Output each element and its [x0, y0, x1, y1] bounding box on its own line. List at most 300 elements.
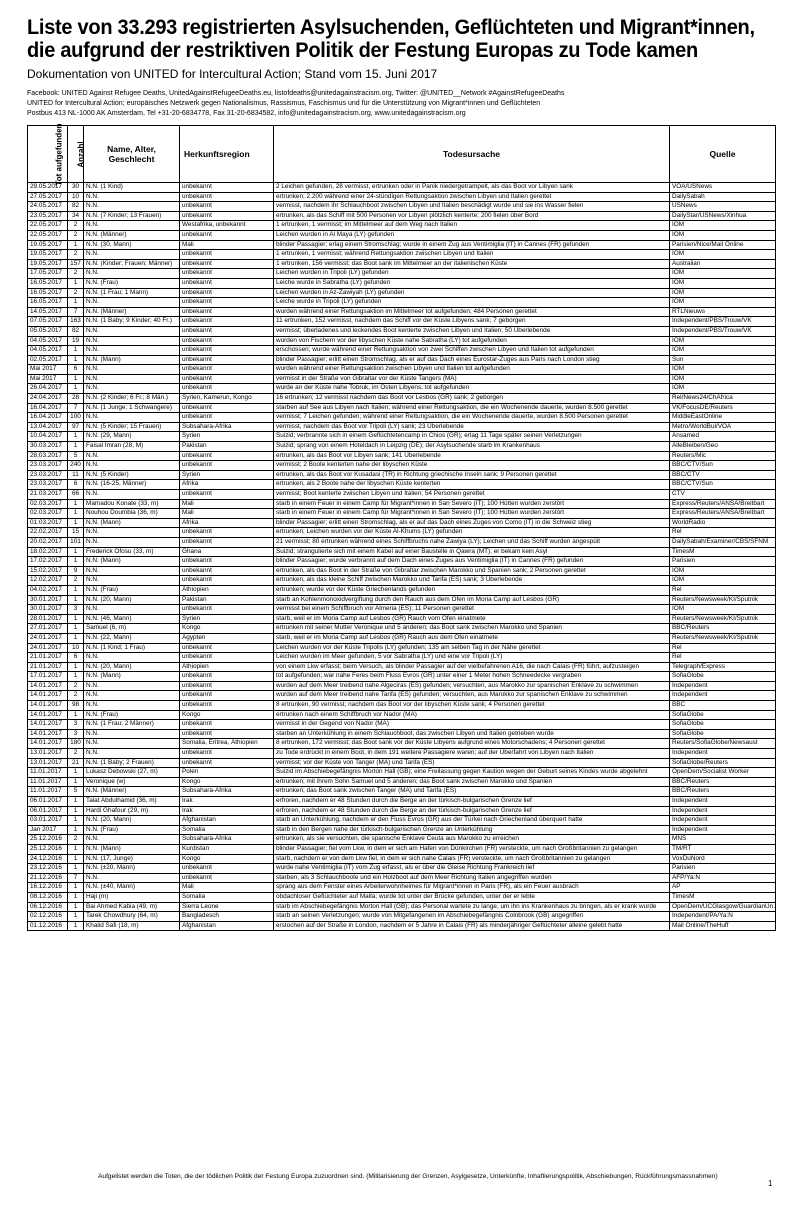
name-cell: N.N. (Männer) [84, 787, 180, 797]
cause-cell: starb an Kohlenmonoxidvergiftung durch den Rauch aus dem Ofen im Moria Camp auf Lesbos (GR) [274, 595, 670, 605]
table-row [28, 317, 776, 327]
source-cell: SofiaGlobe [670, 710, 776, 720]
count-cell: 1 [68, 902, 84, 912]
region-cell: unbekannt [180, 653, 274, 663]
source-cell: Independent/PBS/Trouw/VK [670, 326, 776, 336]
table-row [28, 384, 776, 394]
cause-cell: starb an Unterkühlung, nachdem er den Fluss Evros (GR) aus der Türkei nach Griechenland überquert hatte [274, 816, 670, 826]
source-cell: DailyStar/USNews/Xinhua [670, 211, 776, 221]
name-cell: N.N. (5 Kinder; 15 Frauen) [84, 422, 180, 432]
count-cell: 10 [68, 192, 84, 202]
date-cell: 14.01.2017 [28, 701, 68, 711]
date-cell: 27.01.2017 [28, 624, 68, 634]
source-cell: OpenDem/Socialist Worker [670, 768, 776, 778]
source-cell: DailySabah [670, 192, 776, 202]
count-cell: 1 [68, 864, 84, 874]
name-cell: Hardi Ghafour (29, m) [84, 806, 180, 816]
table-header-row [28, 126, 776, 183]
region-cell: unbekannt [180, 701, 274, 711]
count-cell: 30 [68, 183, 84, 193]
table-row [28, 605, 776, 615]
count-cell: 6 [68, 480, 84, 490]
cause-cell: Leichen wurden in Al Maya (LY) gefunden [274, 230, 670, 240]
source-cell: BBC/Reuters [670, 777, 776, 787]
table-row [28, 250, 776, 260]
region-cell: unbekannt [180, 537, 274, 547]
cause-cell: erstochen auf der Straße in London, nachdem er 5 Jahre in Calais (FR) als minderjähriger Geflüchteter alleine gelebt hatte [274, 921, 670, 931]
source-cell: IOM [670, 346, 776, 356]
source-cell: Parisien [670, 864, 776, 874]
count-cell: 3 [68, 605, 84, 615]
count-cell: 7 [68, 403, 84, 413]
region-cell: Afrika [180, 518, 274, 528]
region-cell: unbekannt [180, 288, 274, 298]
source-cell: VoxDuNord [670, 854, 776, 864]
table-row [28, 278, 776, 288]
count-cell: 3 [68, 720, 84, 730]
cause-cell: starb, weil er im Moria Camp auf Lesbos (GR) Rauch vom Ofen einatmete [274, 614, 670, 624]
name-cell: N.N. [84, 374, 180, 384]
name-cell: N.N. (20, Mann) [84, 662, 180, 672]
cause-cell: wurden während einer Rettungsaktion im Mittelmeer tot aufgefunden; 484 Personen gerettet [274, 307, 670, 317]
table-row [28, 710, 776, 720]
count-cell: 1 [68, 595, 84, 605]
region-cell: unbekannt [180, 202, 274, 212]
info-line-network: UNITED for Intercultural Action; europäisches Netzwerk gegen Nationalismus, Rassismus, Faschismus und für die Unterstützung von Migrant*innen und Geflüchteten [27, 100, 541, 107]
name-cell: N.N. (Frau) [84, 710, 180, 720]
cause-cell: vermisst, nachdem ihr Schlauchboot zwischen Libyen und Italien beschädigt wurde und sie ins Wasser fielen [274, 202, 670, 212]
cause-cell: vermisst in der Straße von Gibraltar vor der Küste Tangers (MA) [274, 374, 670, 384]
region-cell: Äthiopien [180, 662, 274, 672]
count-cell: 1 [68, 662, 84, 672]
source-cell: IOM [670, 250, 776, 260]
count-cell: 5 [68, 451, 84, 461]
date-cell: 01.12.2016 [28, 921, 68, 931]
count-cell: 2 [68, 288, 84, 298]
region-cell: Mali [180, 509, 274, 519]
source-cell: BBC/Reuters [670, 624, 776, 634]
source-cell: BBC/CTV [670, 470, 776, 480]
cause-cell: Suizid; strangulierte sich mit einem Kabel auf einer Baustelle in Qawra (MT); er bekam kein Asyl [274, 547, 670, 557]
table-row [28, 403, 776, 413]
name-cell: N.N. (Frau) [84, 825, 180, 835]
table-row [28, 691, 776, 701]
count-cell: 1 [68, 768, 84, 778]
name-cell: Veronique (w) [84, 777, 180, 787]
cause-cell: erfroren, nachdem er 48 Stunden durch die Berge an der türkisch-bulgarischen Grenze lief [274, 806, 670, 816]
table-row [28, 633, 776, 643]
table-row [28, 566, 776, 576]
count-cell: 1 [68, 921, 84, 931]
source-cell: IOM [670, 566, 776, 576]
table-row [28, 643, 776, 653]
cause-cell: blinder Passagier; fiel vom Lkw, in dem er sich am Hafen von Dünkirchen (FR) versteckte, um nach Großbritannien zu gelangen [274, 844, 670, 854]
source-cell: IOM [670, 374, 776, 384]
region-cell: Afghanistan [180, 816, 274, 826]
cause-cell: 1 ertrunken, 1 vermisst; im Mittelmeer auf dem Weg nach Italien [274, 221, 670, 231]
date-cell: 16.05.2017 [28, 298, 68, 308]
name-cell: N.N. [84, 566, 180, 576]
count-cell: 6 [68, 653, 84, 663]
table-row [28, 777, 776, 787]
name-cell: N.N. [84, 451, 180, 461]
date-cell: 05.05.2017 [28, 326, 68, 336]
table-row [28, 902, 776, 912]
count-cell: 10 [68, 643, 84, 653]
name-cell: N.N. [84, 365, 180, 375]
table-row [28, 557, 776, 567]
date-cell: 01.03.2017 [28, 518, 68, 528]
count-cell: 2 [68, 835, 84, 845]
cause-cell: tot aufgefunden; war nahe Feres beim Fluss Evros (GR) unter einer 1 Meter hohen Schneedecke vergraben [274, 672, 670, 682]
count-cell: 1 [68, 797, 84, 807]
table-row [28, 576, 776, 586]
name-cell: N.N. [84, 326, 180, 336]
cause-cell: Suizid; verbrannte sich in einem Geflüchtetencamp in Chios (GR); erlag 11 Tage später seinen Verletzungen [274, 432, 670, 442]
name-cell: N.N. [84, 681, 180, 691]
source-cell: IOM [670, 384, 776, 394]
page-number: 1 [768, 1179, 773, 1188]
region-cell: unbekannt [180, 365, 274, 375]
name-cell: N.N. (Mann) [84, 518, 180, 528]
date-cell: 14.01.2017 [28, 710, 68, 720]
cause-cell: vermisst in der Gegend von Nador (MA) [274, 720, 670, 730]
date-cell: 30.01.2017 [28, 595, 68, 605]
region-cell: Somalia [180, 825, 274, 835]
region-cell: Mali [180, 240, 274, 250]
table-row [28, 787, 776, 797]
source-cell: CTV [670, 490, 776, 500]
date-cell: 26.04.2017 [28, 384, 68, 394]
cause-cell: starb im Abschiebegefängnis Morton Hall (GB); das Personal wartete zu lange, um ihn ins Krankenhaus zu bringen, als er krank wurde [274, 902, 670, 912]
date-cell: 21.01.2017 [28, 653, 68, 663]
cause-cell: zu Tode erdrückt in einem Boot, in dem 191 weitere Passagiere waren; auf der Überfahrt von Libyen nach Italien [274, 749, 670, 759]
source-cell: IOM [670, 336, 776, 346]
source-cell: Parisien/Nice/Mail Online [670, 240, 776, 250]
source-cell: Mail Online/TheHuff [670, 921, 776, 931]
date-cell: 24.04.2017 [28, 394, 68, 404]
footer-note: Aufgelistet werden die Toten, die der tödlichen Politik der Festung Europa zuzuordnen sind. (Militarisierung der Grenzen, Asylgesetze, Unterkünfte, Inhaftierungspolitik, Abschiebungen, Rückführungsmassnahmen) [98, 1173, 718, 1180]
table-row [28, 844, 776, 854]
source-cell: USNews [670, 202, 776, 212]
cause-cell: ertrunken, als das Schiff mit 500 Personen vor Libyen plötzlich kenterte; 200 fielen über Bord [274, 211, 670, 221]
count-cell: 5 [68, 787, 84, 797]
source-cell: VK/FocusDE/Reuters [670, 403, 776, 413]
region-cell: unbekannt [180, 758, 274, 768]
source-cell: Independent [670, 806, 776, 816]
cause-cell: 21 vermisst; 80 ertrunken während eines Schiffbruchs nahe Zawiya (LY); Leichen und das Schiff wurden angespült [274, 537, 670, 547]
source-cell: IOM [670, 221, 776, 231]
table-row [28, 806, 776, 816]
table-row [28, 259, 776, 269]
count-cell: 1 [68, 844, 84, 854]
name-cell: N.N. (17, Junge) [84, 854, 180, 864]
source-cell: TM/RT [670, 844, 776, 854]
source-cell: Independent [670, 816, 776, 826]
count-cell: 6 [68, 365, 84, 375]
date-cell: 28.01.2017 [28, 614, 68, 624]
table-row [28, 595, 776, 605]
count-cell: 19 [68, 336, 84, 346]
cause-cell: vermisst; Boot kenterte zwischen Libyen und Italien; 54 Personen gerettet [274, 490, 670, 500]
count-cell: 21 [68, 758, 84, 768]
region-cell: Kongo [180, 777, 274, 787]
table-row [28, 413, 776, 423]
date-cell: 22.05.2017 [28, 221, 68, 231]
count-cell: 82 [68, 202, 84, 212]
table-row [28, 307, 776, 317]
table-row [28, 230, 776, 240]
name-cell: N.N. (1 Junge; 1 Schwangere) [84, 403, 180, 413]
table-row [28, 653, 776, 663]
source-cell: TimesM [670, 892, 776, 902]
name-cell: N.N. (Kinder; Frauen; Männer) [84, 259, 180, 269]
source-cell: Independent [670, 691, 776, 701]
source-cell: AP [670, 883, 776, 893]
name-cell: N.N. [84, 461, 180, 471]
date-cell: 20.02.2017 [28, 537, 68, 547]
date-cell: 06.01.2017 [28, 797, 68, 807]
source-cell: Independent [670, 797, 776, 807]
table-row [28, 739, 776, 749]
count-cell: 7 [68, 873, 84, 883]
count-cell: 1 [68, 442, 84, 452]
source-cell: Independent [670, 825, 776, 835]
cause-cell: ertrunken; Leichen wurden vor der Küste Al-Khums (LY) gefunden [274, 528, 670, 538]
name-cell: N.N. [84, 691, 180, 701]
title-line-2: die aufgrund der restriktiven Politik der Festung Europas zu Tode kamen [27, 38, 698, 62]
name-cell: N.N. (16-25, Männer) [84, 480, 180, 490]
name-cell: N.N. (5 Kinder) [84, 470, 180, 480]
count-cell: 1 [68, 509, 84, 519]
region-cell: Kurdistan [180, 844, 274, 854]
table-row [28, 432, 776, 442]
table-row [28, 749, 776, 759]
source-cell: Rel/News24/ChAfrica [670, 394, 776, 404]
cause-cell: 8 ertrunken, 90 vermisst; nachdem das Boot vor der libyschen Küste sank; 4 Personen gerettet [274, 701, 670, 711]
region-cell: unbekannt [180, 413, 274, 423]
region-cell: unbekannt [180, 346, 274, 356]
table-row [28, 921, 776, 931]
region-cell: unbekannt [180, 451, 274, 461]
source-cell: Australian [670, 259, 776, 269]
name-cell: N.N. (1 Kind; 1 Frau) [84, 643, 180, 653]
count-cell: 11 [68, 470, 84, 480]
name-cell: N.N. [84, 749, 180, 759]
table-row [28, 864, 776, 874]
table-row [28, 288, 776, 298]
date-cell: 17.01.2017 [28, 672, 68, 682]
count-cell: 1 [68, 547, 84, 557]
name-cell: N.N. [84, 336, 180, 346]
date-cell: 06.01.2017 [28, 806, 68, 816]
name-cell: N.N. [84, 701, 180, 711]
name-cell: N.N. (1 Frau; 2 Männer) [84, 720, 180, 730]
count-cell: 1 [68, 557, 84, 567]
date-cell: 27.05.2017 [28, 192, 68, 202]
region-cell: unbekannt [180, 720, 274, 730]
source-cell: IOM [670, 269, 776, 279]
cause-cell: starb in den Bergen nahe der türkisch-bulgarischen Grenze an Unterkühlung [274, 825, 670, 835]
table-row [28, 528, 776, 538]
table-row [28, 451, 776, 461]
name-cell: N.N. (Mann) [84, 672, 180, 682]
count-cell: 2 [68, 250, 84, 260]
name-cell: N.N. [84, 192, 180, 202]
source-cell: Independent/PBS/Trouw/VK [670, 317, 776, 327]
region-cell: unbekannt [180, 192, 274, 202]
table-row [28, 892, 776, 902]
date-cell: 30.03.2017 [28, 442, 68, 452]
region-cell: unbekannt [180, 211, 274, 221]
cause-cell: starben auf See aus Libyen nach Italien; während einer Rettungsaktion, die ein Wochenende dauerte, wurden 8.500 gerettet [274, 403, 670, 413]
region-cell: Syrien [180, 470, 274, 480]
region-cell: unbekannt [180, 528, 274, 538]
cause-cell: wurden während einer Rettungsaktion zwischen Libyen und Italien tot aufgefunden [274, 365, 670, 375]
region-cell: Syrien [180, 614, 274, 624]
date-cell: 11.01.2017 [28, 768, 68, 778]
count-cell: 157 [68, 259, 84, 269]
region-cell: unbekannt [180, 576, 274, 586]
table-row [28, 509, 776, 519]
table-row [28, 816, 776, 826]
region-cell: Somalia, Eritrea, Äthiopien [180, 739, 274, 749]
region-cell: Ghana [180, 547, 274, 557]
table-row [28, 873, 776, 883]
table-row [28, 442, 776, 452]
source-cell: IOM [670, 278, 776, 288]
name-cell: N.N. (1 Kind) [84, 183, 180, 193]
table-row [28, 183, 776, 193]
table-row [28, 374, 776, 384]
cause-cell: Suizid; sprang von einem Hoteldach in Leipzig (DE); der Asylsuchende starb im Krankenhaus [274, 442, 670, 452]
cause-cell: von einem Lkw erfasst; beim Versuch, als blinder Passagier auf der vielbefahrenen A16, die nach Calais (FR) führt, aufzusteigen [274, 662, 670, 672]
name-cell: N.N. [84, 835, 180, 845]
count-cell: 1 [68, 777, 84, 787]
region-cell: Subsahara-Afrika [180, 422, 274, 432]
name-cell: N.N. (7 Kinder; 13 Frauen) [84, 211, 180, 221]
name-cell: N.N. [84, 413, 180, 423]
count-cell: 82 [68, 326, 84, 336]
table-row [28, 211, 776, 221]
table-row [28, 912, 776, 922]
region-cell: unbekannt [180, 729, 274, 739]
document-subtitle: Dokumentation von UNITED for Intercultural Action; Stand vom 15. Juni 2017 [27, 67, 438, 81]
source-cell: MiddleEastOnline [670, 413, 776, 423]
table-row [28, 537, 776, 547]
count-cell: 1 [68, 240, 84, 250]
source-cell: AlleBleiben/Geo [670, 442, 776, 452]
table-row [28, 825, 776, 835]
source-cell: SofiaGlobe [670, 672, 776, 682]
date-cell: 23.05.2017 [28, 211, 68, 221]
region-cell: Mali [180, 499, 274, 509]
cause-cell: 16 ertrunken; 12 vermisst nachdem das Boot vor Lesbos (GR) sank; 2 geborgen [274, 394, 670, 404]
cause-cell: wurden von Fischern vor der libyschen Küste nahe Sabratha (LY) tot aufgefunden [274, 336, 670, 346]
date-cell: 29.05.2017 [28, 183, 68, 193]
region-cell: Subsahara-Afrika [180, 835, 274, 845]
name-cell: N.N. [84, 873, 180, 883]
count-cell: 1 [68, 585, 84, 595]
cause-cell: wurde nahe Ventimiglia (IT) vom Zug erfasst, als er über die Gleise Richtung Frankreich lief [274, 864, 670, 874]
name-cell: N.N. [84, 576, 180, 586]
name-cell: N.N. [84, 269, 180, 279]
region-cell: Bangladesch [180, 912, 274, 922]
table-row [28, 298, 776, 308]
name-cell: N.N. (Mann) [84, 355, 180, 365]
name-cell: Frederick Ofosu (33, m) [84, 547, 180, 557]
source-cell: Reuters/Newsweek/KI/Sputnik [670, 595, 776, 605]
source-cell: IOM [670, 298, 776, 308]
count-cell: 15 [68, 528, 84, 538]
region-cell: unbekannt [180, 336, 274, 346]
cause-cell: ertrunken nach einem Schiffbruch vor Nador (MA) [274, 710, 670, 720]
date-cell: 06.12.2016 [28, 902, 68, 912]
count-cell: 9 [68, 566, 84, 576]
source-cell: AFP/Ya:N [670, 873, 776, 883]
count-cell: 1 [68, 854, 84, 864]
date-cell: 19.05.2017 [28, 250, 68, 260]
name-cell: N.N. [84, 346, 180, 356]
cause-cell: starb, nachdem er von dem Lkw fiel, in dem er sich nahe Calais (FR) versteckte, um nach Großbritannien zu gelangen [274, 854, 670, 864]
date-cell: 15.02.2017 [28, 566, 68, 576]
cause-cell: erschossen; wurde während einer Rettungsaktion von zwei Schiffen zwischen Libyen und Italien tot aufgefunden [274, 346, 670, 356]
name-cell: N.N. (22, Mann) [84, 633, 180, 643]
count-cell: 1 [68, 710, 84, 720]
cause-cell: ertrunken; das Boot sank zwischen Tanger (MA) und Tarifa (ES) [274, 787, 670, 797]
table-row [28, 614, 776, 624]
table-row [28, 422, 776, 432]
date-cell: 23.03.2017 [28, 480, 68, 490]
date-cell: 19.05.2017 [28, 259, 68, 269]
date-cell: 14.05.2017 [28, 307, 68, 317]
name-cell: Haji (m) [84, 892, 180, 902]
name-cell: Bai Ahmed Kabia (49, m) [84, 902, 180, 912]
table-row [28, 797, 776, 807]
region-cell: unbekannt [180, 403, 274, 413]
count-cell: 2 [68, 681, 84, 691]
name-cell: N.N. [84, 202, 180, 212]
date-cell: 16.04.2017 [28, 413, 68, 423]
date-cell: 14.01.2017 [28, 729, 68, 739]
source-cell: IOM [670, 605, 776, 615]
source-cell: Independent [670, 681, 776, 691]
count-cell: 2 [68, 269, 84, 279]
title-line-1: Liste von 33.293 registrierten Asylsuchenden, Geflüchteten und Migrant*innen, [27, 15, 755, 39]
cause-cell: 2 Leichen gefunden, 28 vermisst, ertrunken oder in Panik niedergetrampelt, als das Boot vor Libyen sank [274, 183, 670, 193]
table-row [28, 346, 776, 356]
count-cell: 3 [68, 729, 84, 739]
name-cell: N.N. [84, 528, 180, 538]
name-cell: N.N. (±40, Mann) [84, 883, 180, 893]
date-cell: 14.01.2017 [28, 691, 68, 701]
date-cell: 11.01.2017 [28, 787, 68, 797]
cause-cell: ertrunken, als das Boot vor Libyen sank; 141 Überlebende [274, 451, 670, 461]
region-cell: unbekannt [180, 672, 274, 682]
table-row [28, 240, 776, 250]
cause-cell: sprang aus dem Fenster eines Arbeiterwohnheimes für Migrant*innen in Paris (FR), als ein Feuer ausbrach [274, 883, 670, 893]
region-cell: unbekannt [180, 355, 274, 365]
source-cell: Reuters/SofiaGlobe/Newsaust [670, 739, 776, 749]
count-cell: 1 [68, 624, 84, 634]
name-cell: Talat Abdulhamid (36, m) [84, 797, 180, 807]
table-row [28, 470, 776, 480]
cause-cell: Leichen wurden in Tripoli (LY) gefunden [274, 269, 670, 279]
table-row [28, 624, 776, 634]
cause-cell: ertrunken mit seiner Mutter Veronique und 5 anderen; das Boot sank zwischen Marokko und Spanien [274, 624, 670, 634]
table-row [28, 758, 776, 768]
date-cell: 21.03.2017 [28, 490, 68, 500]
